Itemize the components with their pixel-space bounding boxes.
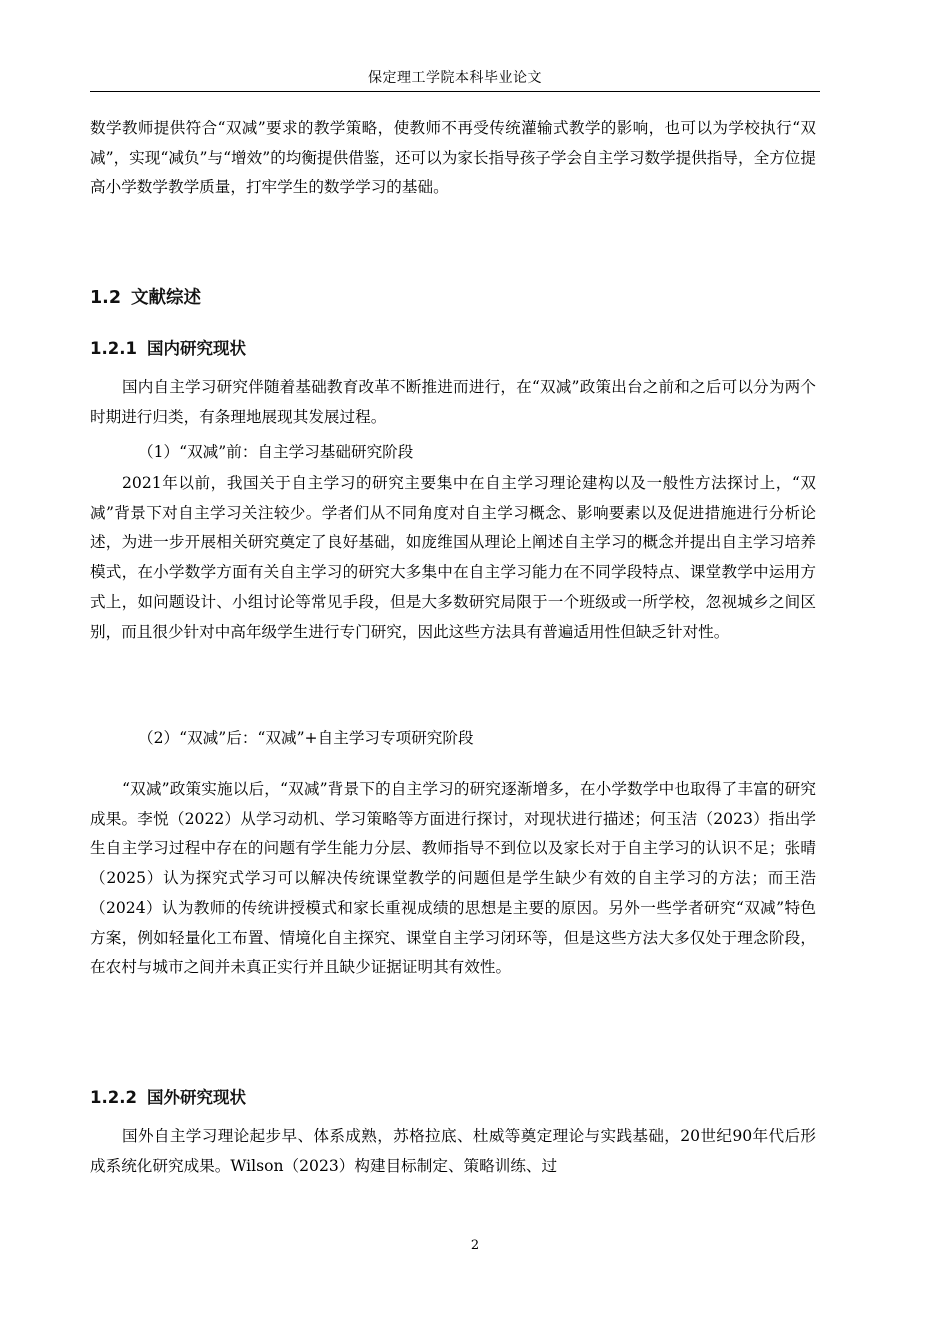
subsection-heading-1-2-2	[90, 1083, 246, 1113]
section-number: 1.2	[90, 288, 122, 308]
subsection-title: 国外研究现状	[146, 1088, 246, 1107]
section-title: 文献综述	[131, 288, 202, 308]
phase1-label: （1）“双减”前：自主学习基础研究阶段	[138, 443, 414, 461]
phase1-paragraph: 2021年以前，我国关于自主学习的研究主要集中在自主学习理论建构以及一般性方法探讨上，“双减”背景下对自主学习关注较少。学者们从不同角度对自主学习概念、影响要素以及促进措施进行分析论述，为进一步开展相关研究奠定了良好基础，如庞维国从理论上阐述自主学习的概念并提出自主学习培养模式，在小学数学方面有关自主学习的研究大多集中在自主学习能力在不同学段特点、课堂教学中运用方式上，如问题设计、小组讨论等常见手段，但是大多数研究局限于一个班级或一所学校，忽视城乡之间区别，而且很少针对中高年级学生进行专门研究，因此这些方法具有普遍适用性但缺乏针对性。	[90, 474, 816, 641]
phase2-label: （2）“双减”后：“双减”+自主学习专项研究阶段	[138, 729, 474, 747]
running-header: 保定理工学院本科毕业论文	[368, 70, 542, 86]
section-heading-1-2	[90, 283, 201, 313]
domestic-intro-paragraph: 国内自主学习研究伴随着基础教育改革不断推进而进行，在“双减”政策出台之前和之后可以分为两个时期进行归类，有条理地展现其发展过程。	[90, 378, 816, 426]
subsection-number: 1.2.2	[90, 1088, 137, 1107]
subsection-heading-1-2-1	[90, 334, 246, 364]
page-number: 2	[470, 1238, 480, 1253]
intro-paragraph: 数学教师提供符合“双减”要求的教学策略，使教师不再受传统灌输式教学的影响，也可以为学校执行“双减”，实现“减负”与“增效”的均衡提供借鉴，还可以为家长指导孩子学会自主学习数学提供指导，全方位提高小学数学教学质量，打牢学生的数学学习的基础。	[90, 119, 816, 197]
header-rule	[90, 91, 820, 92]
subsection-title: 国内研究现状	[146, 339, 246, 358]
phase2-paragraph: “双减”政策实施以后，“双减”背景下的自主学习的研究逐渐增多，在小学数学中也取得了丰富的研究成果。李悦（2022）从学习动机、学习策略等方面进行探讨，对现状进行描述；何玉洁（2023）指出学生自主学习过程中存在的问题有学生能力分层、教师指导不到位以及家长对于自主学习的认识不足；张晴（2025）认为探究式学习可以解决传统课堂教学的问题但是学生缺少有效的自主学习的方法；而王浩（2024）认为教师的传统讲授模式和家长重视成绩的思想是主要的原因。另外一些学者研究“双减”特色方案，例如轻量化工布置、情境化自主探究、课堂自主学习闭环等，但是这些方法大多仅处于理念阶段，在农村与城市之间并未真正实行并且缺少证据证明其有效性。	[90, 780, 816, 977]
subsection-number: 1.2.1	[90, 339, 137, 358]
foreign-intro-paragraph: 国外自主学习理论起步早、体系成熟，苏格拉底、杜威等奠定理论与实践基础，20世纪90年代后形成系统化研究成果。Wilson（2023）构建目标制定、策略训练、过	[90, 1127, 816, 1175]
